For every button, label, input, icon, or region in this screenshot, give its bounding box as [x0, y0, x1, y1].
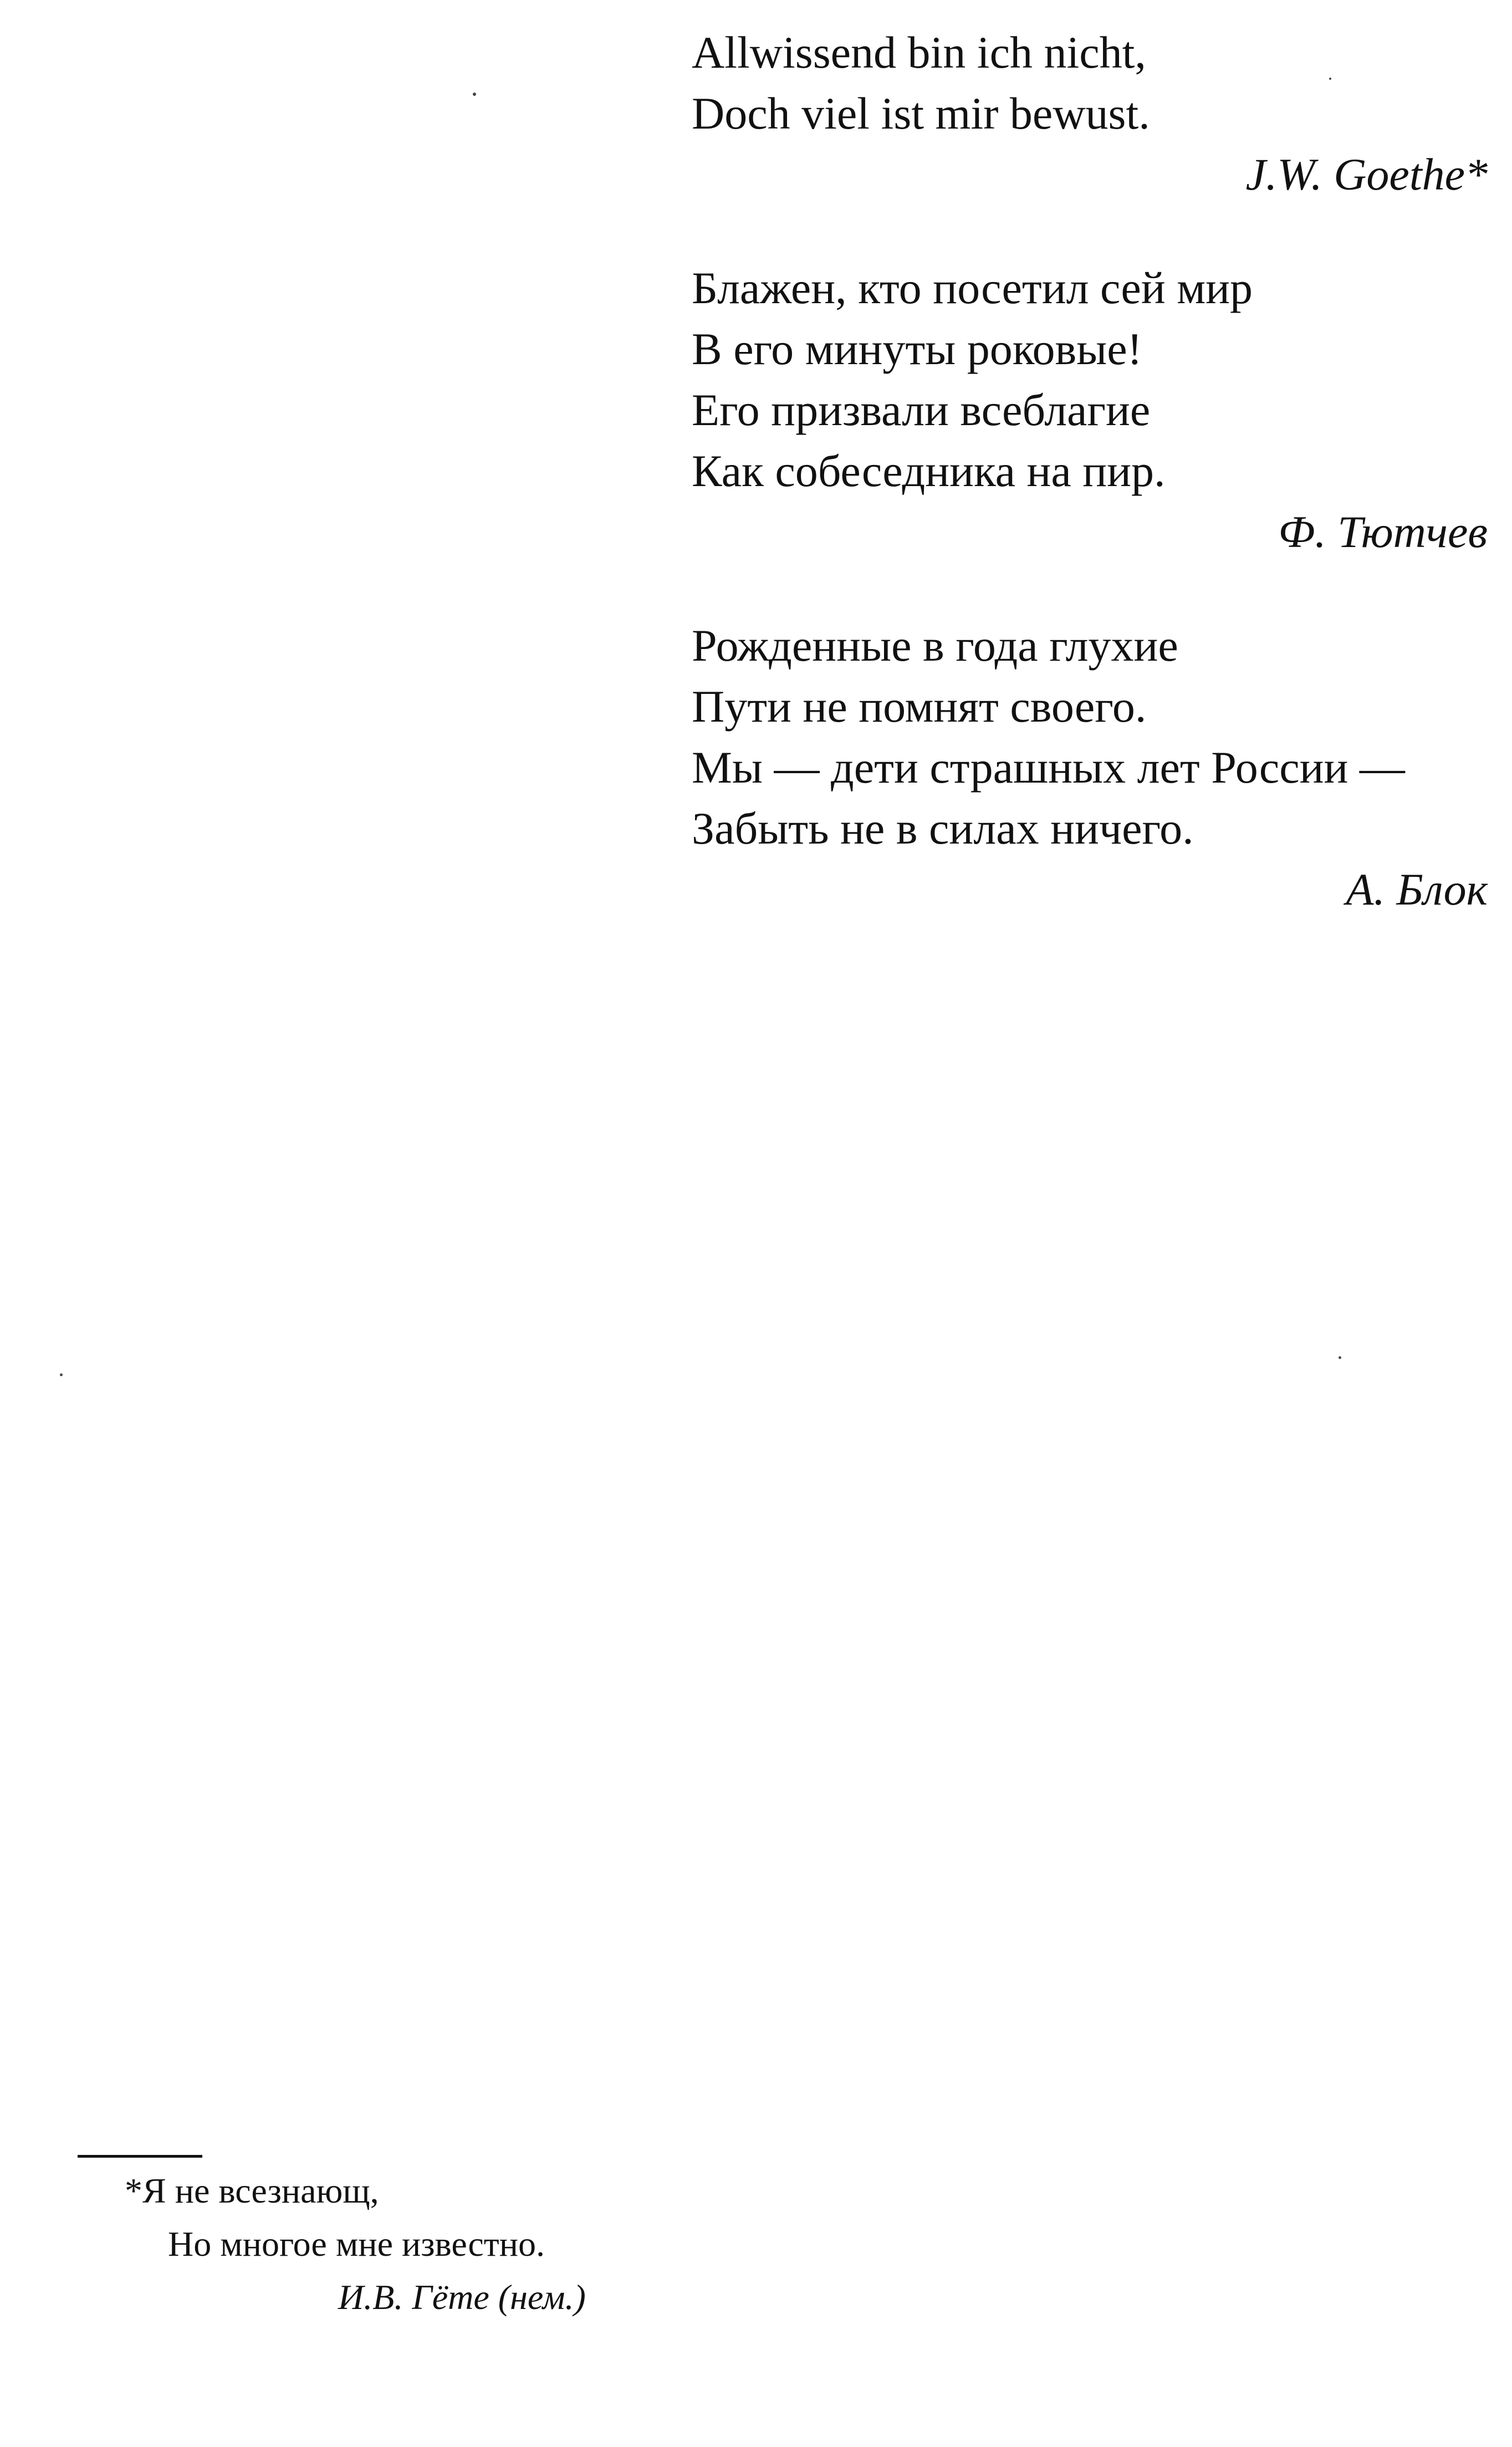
footnote-divider [78, 2155, 202, 2158]
verse-line: Пути не помнят своего. [692, 681, 1147, 732]
verse-line: Рожденные в года глухие [692, 620, 1178, 671]
verse-line: В его минуты роковые! [692, 324, 1142, 374]
scan-speck [60, 1373, 63, 1376]
verse-line: Блажен, кто посетил сей мир [692, 263, 1253, 313]
verse-line: Мы — дети страшных лет России — [692, 742, 1405, 793]
footnote-line: *Я не всезнающ, [125, 2171, 379, 2210]
epigraphs-block [692, 22, 1490, 973]
verse-line: Как собеседника на пир. [692, 446, 1166, 496]
footnote-line: Но многое мне известно. [168, 2224, 545, 2264]
scan-speck [473, 93, 476, 96]
epigraph-author: А. Блок [1346, 864, 1488, 915]
epigraph-author: J.W. Goethe* [1245, 149, 1488, 200]
footnote [125, 2164, 790, 2324]
epigraph-tyutchev [692, 258, 1490, 563]
scan-speck [1339, 1356, 1341, 1359]
footnote-author: И.В. Гёте (нем.) [338, 2277, 586, 2317]
verse-line: Забыть не в силах ничего. [692, 803, 1194, 854]
verse-line: Doch viel ist mir bewust. [692, 88, 1150, 139]
epigraph-goethe [692, 22, 1490, 205]
epigraph-blok [692, 615, 1490, 920]
verse-line: Allwissend bin ich nicht, [692, 27, 1146, 78]
epigraph-author: Ф. Тютчев [1278, 507, 1488, 557]
verse-line: Его призвали всеблагие [692, 385, 1151, 435]
